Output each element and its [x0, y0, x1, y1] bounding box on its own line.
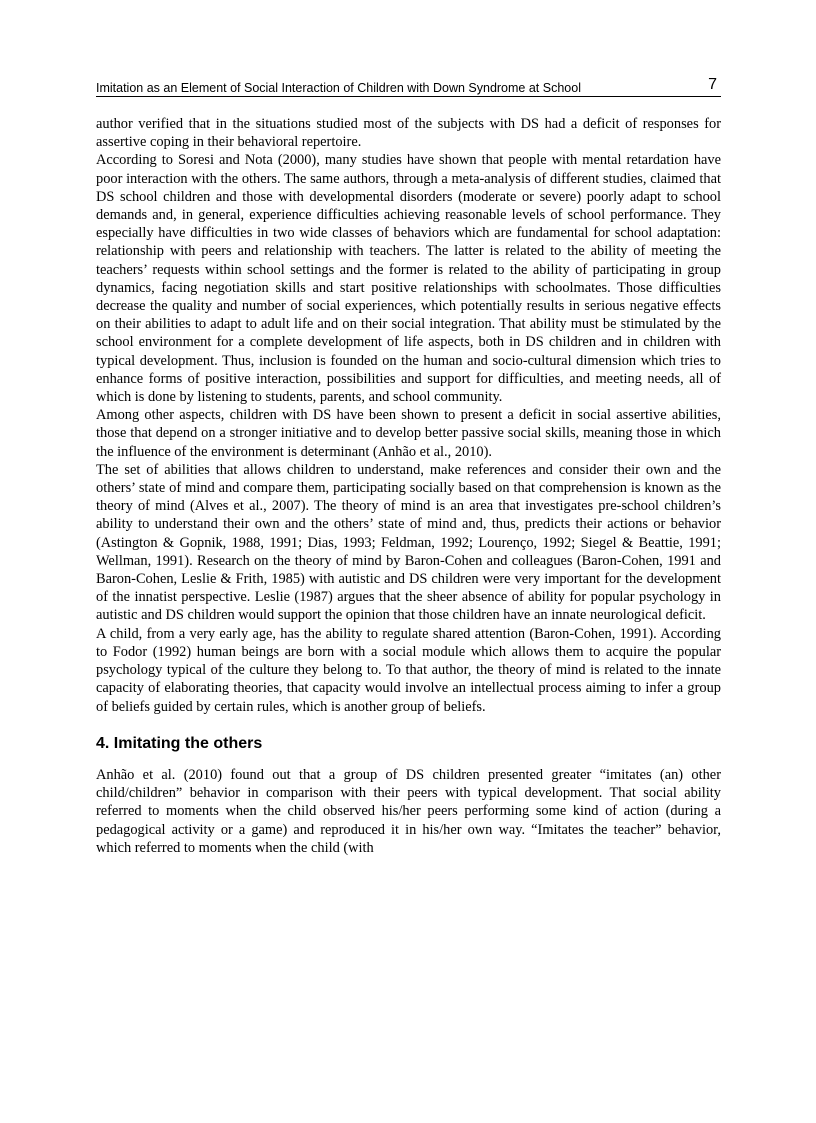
paragraph: A child, from a very early age, has the ability to regulate shared attention (Baron-Cohen, 1991). According to Fodor (1992) human beings are born with a social module which allows them to acquire the popular psychology typical of the culture they belong to. To that author, the theory of mind is related to the innate capacity of elaborating theories, that capacity would involve an intellectual process aiming to infer a group of beliefs guided by certain rules, which is another group of beliefs. [96, 625, 721, 715]
running-header [96, 76, 721, 97]
paragraph: The set of abilities that allows children to understand, make references and consider their own and the others’ state of mind and compare them, participating socially based on that comprehension is known as the theory of mind (Alves et al., 2007). The theory of mind is an area that investigates pre-school children’s ability to understand their own and the others’ state of mind and, thus, predicts their actions or behavior (Astington & Gopnik, 1988, 1991; Dias, 1993; Feldman, 1992; Lourenço, 1992; Siegel & Beattie, 1991; Wellman, 1991). Research on the theory of mind by Baron-Cohen and colleagues (Baron-Cohen, 1991 and Baron-Cohen, Leslie & Frith, 1985) with autistic and DS children were very important for the development of the innatist perspective. Leslie (1987) argues that the sheer absence of ability for popular psychology in autistic and DS children would support the opinion that those children have an innate neurological deficit. [96, 461, 721, 624]
section-paragraph: Anhão et al. (2010) found out that a group of DS children presented greater “imitates (an) other child/children” behavior in comparison with their peers with typical development. That social ability referred to moments when the child observed his/her peers performing some kind of action (during a pedagogical activity or a game) and reproduced it in his/her own way. “Imitates the teacher” behavior, which referred to moments when the child (with [96, 766, 721, 856]
page-number: 7 [708, 76, 717, 93]
body-text [96, 115, 721, 857]
paragraph: Among other aspects, children with DS have been shown to present a deficit in social assertive abilities, those that depend on a stronger initiative and to develop better passive social skills, meaning those in which the influence of the environment is determinant (Anhão et al., 2010). [96, 407, 721, 460]
running-title: Imitation as an Element of Social Interaction of Children with Down Syndrome at School [96, 81, 581, 95]
paragraph: According to Soresi and Nota (2000), many studies have shown that people with mental retardation have poor interaction with the others. The same authors, through a meta-analysis of different studies, claimed that DS school children and those with developmental disorders (moderate or severe) poorly adapt to school demands and, in general, experience difficulties achieving reasonable levels of school performance. They especially have difficulties in two wide classes of behaviors which are fundamental for school adaptation: relationship with peers and relationship with teachers. The latter is related to the ability of meeting the teachers’ requests within school settings and the former is related to the ability of participating in group dynamics, facing negotiation skills and start positive relationships with schoolmates. Those difficulties decrease the quality and number of social experiences, which potentially results in serious negative effects on their abilities to adapt to adult life and on their social integration. That ability must be stimulated by the school environment for a complete development of life aspects, both in DS children and in children with typical development. Thus, inclusion is founded on the human and socio-cultural dimension which tries to enhance forms of positive interaction, possibilities and support for difficulties, and meeting needs, all of which is done by listening to students, parents, and school community. [96, 152, 721, 406]
section-heading: 4. Imitating the others [96, 734, 263, 752]
paragraph: author verified that in the situations studied most of the subjects with DS had a deficit of responses for assertive coping in their behavioral repertoire. [96, 116, 721, 151]
page [96, 76, 721, 857]
